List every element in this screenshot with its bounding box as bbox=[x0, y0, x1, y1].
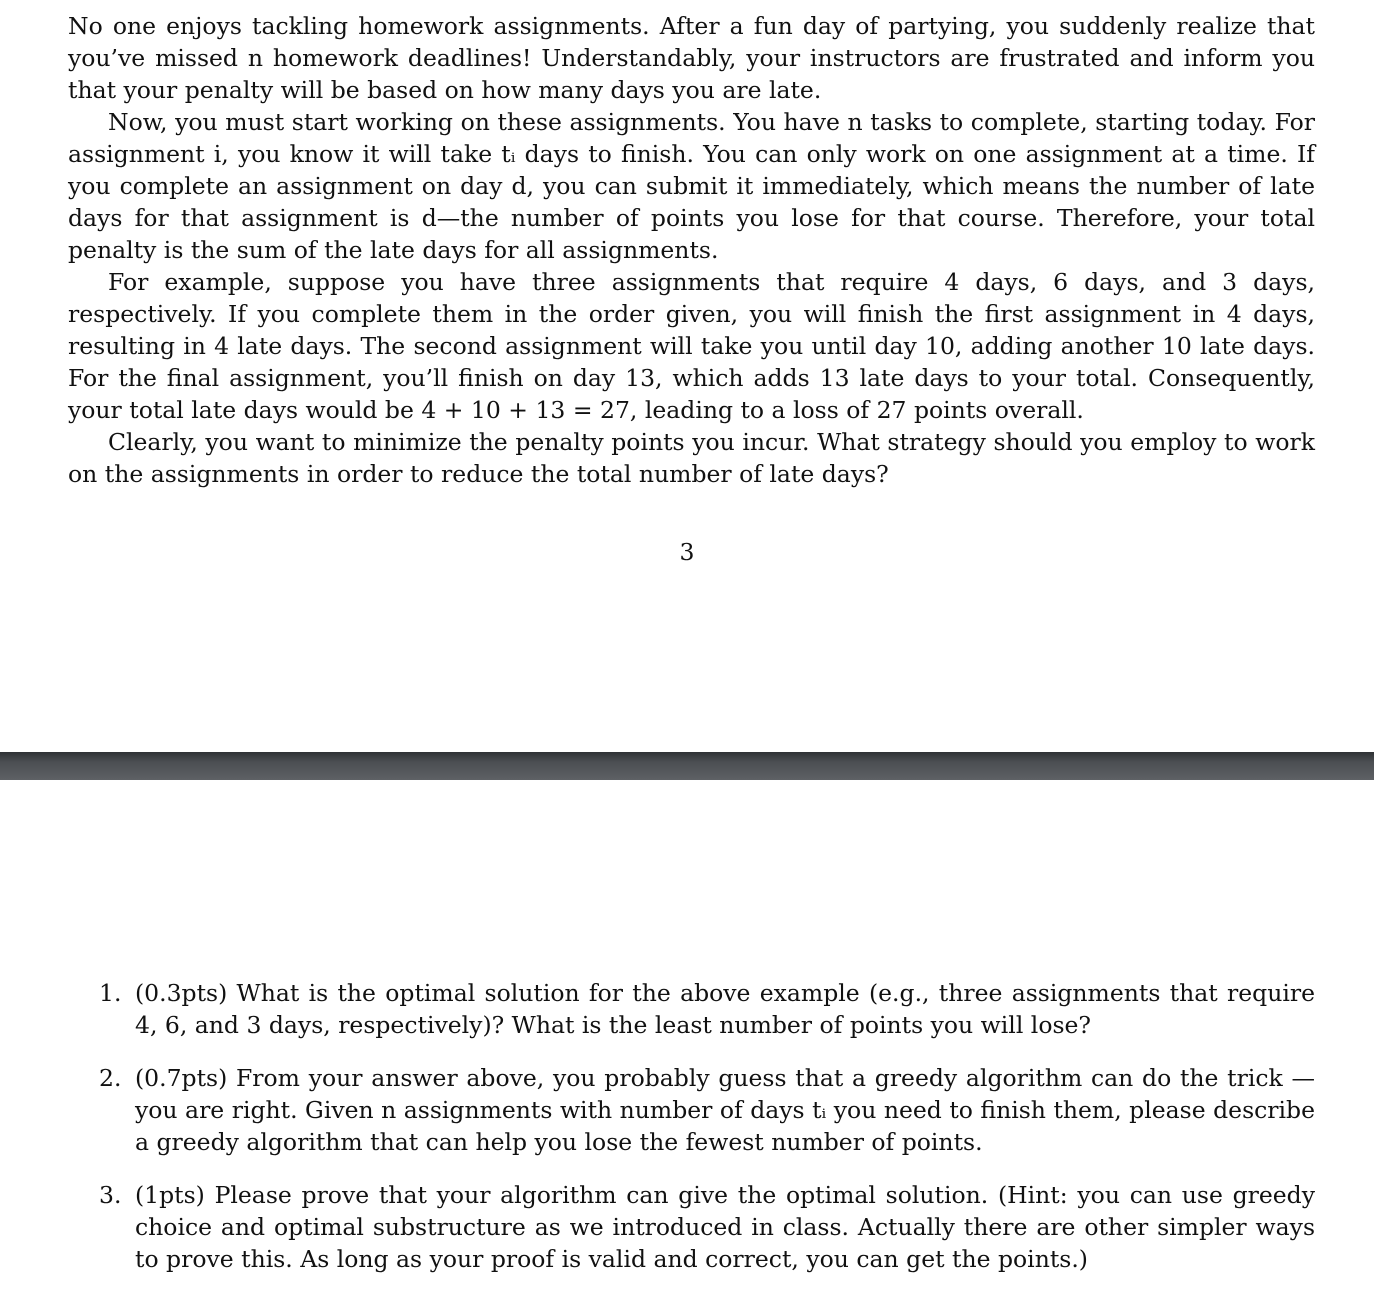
paragraph-question: Clearly, you want to minimize the penalty points you incur. What strategy should you employ to work on the assignments in order to reduce the total number of late days? bbox=[68, 428, 1315, 488]
question-number: 1. bbox=[99, 979, 122, 1007]
question-number: 2. bbox=[99, 1064, 122, 1092]
page-separator bbox=[0, 752, 1374, 780]
question-list bbox=[99, 977, 1315, 1296]
question-item bbox=[99, 1179, 1315, 1275]
paragraph-example: For example, suppose you have three assignments that require 4 days, 6 days, and 3 days, respectively. If you complete them in the order given, you will finish the first assignment in 4 days, resulting in 4 late days. The second assignment will take you until day 10, adding another 10 late days. For the final assignment, you’ll finish on day 13, which adds 13 late days to your total. Consequently, your total late days would be 4 + 10 + 13 = 27, leading to a loss of 27 points overall. bbox=[68, 268, 1315, 424]
paragraph-task-description: Now, you must start working on these assignments. You have n tasks to complete, starting today. For assignment i, you know it will take tᵢ days to finish. You can only work on one assignment at a time. If you complete an assignment on day d, you can submit it immediately, which means the number of late days for that assignment is d—the number of points you lose for that course. Therefore, your total penalty is the sum of the late days for all assignments. bbox=[68, 108, 1315, 264]
question-item bbox=[99, 977, 1315, 1041]
question-item bbox=[99, 1062, 1315, 1158]
paragraph-intro: No one enjoys tackling homework assignments. After a fun day of partying, you suddenly realize that you’ve missed n homework deadlines! Understandably, your instructors are frustrated and inform you that your penalty will be based on how many days you are late. bbox=[68, 12, 1315, 104]
question-number: 3. bbox=[99, 1181, 122, 1209]
question-text: (1pts) Please prove that your algorithm can give the optimal solution. (Hint: you can use greedy choice and optimal substructure as we introduced in class. Actually there are other simpler ways to prove this. As long as your proof is valid and correct, you can get the points.) bbox=[135, 1181, 1315, 1273]
question-text: (0.3pts) What is the optimal solution for the above example (e.g., three assignments that require 4, 6, and 3 days, respectively)? What is the least number of points you will lose? bbox=[135, 979, 1315, 1039]
problem-statement bbox=[68, 10, 1315, 490]
question-text: (0.7pts) From your answer above, you probably guess that a greedy algorithm can do the trick — you are right. Given n assignments with number of days tᵢ you need to finish them, please describe a greedy algorithm that can help you lose the fewest number of points. bbox=[135, 1064, 1315, 1156]
page-number: 3 bbox=[679, 538, 695, 566]
